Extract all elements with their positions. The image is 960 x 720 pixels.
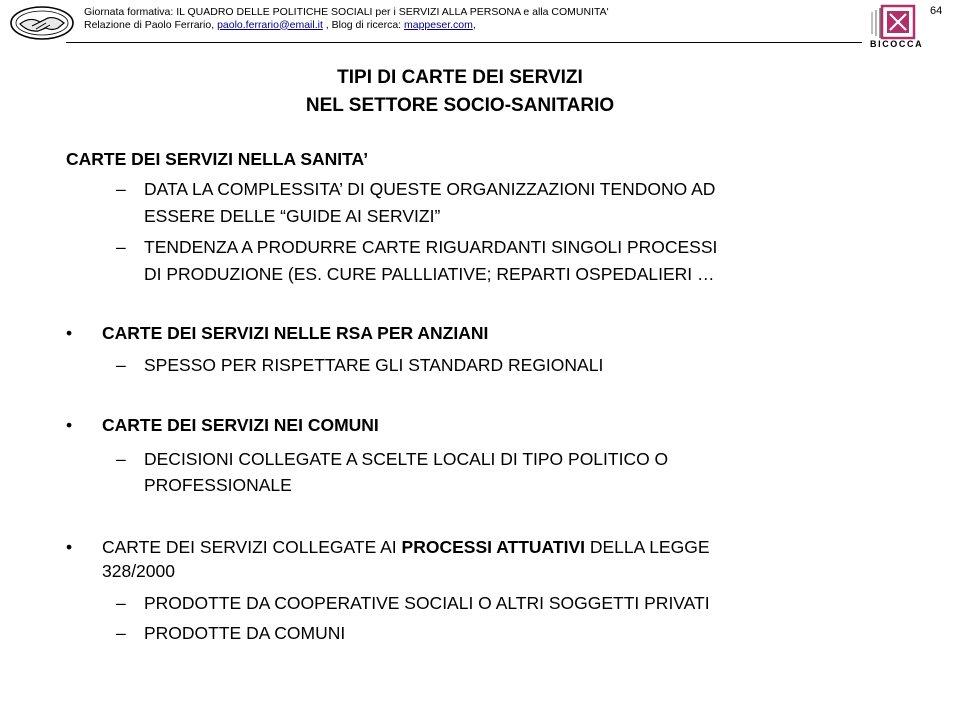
header-divider: [66, 42, 862, 43]
section-comuni-heading: CARTE DEI SERVIZI NEI COMUNI: [102, 415, 379, 435]
slide-title-line-1: TIPI DI CARTE DEI SERVIZI: [337, 67, 583, 88]
legge-heading-post: DELLA LEGGE: [584, 537, 710, 557]
dash-marker: –: [116, 237, 126, 257]
bullet-marker: •: [66, 323, 73, 343]
legge-item-2: PRODOTTE DA COMUNI: [144, 623, 346, 643]
section-rsa-heading: CARTE DEI SERVIZI NELLE RSA PER ANZIANI: [102, 323, 489, 343]
rsa-item-1: SPESSO PER RISPETTARE GLI STANDARD REGIONALI: [144, 355, 604, 375]
email-link[interactable]: paolo.ferrario@email.it: [217, 18, 323, 31]
university-name: BICOCCA: [870, 39, 924, 49]
sanita-item-2-line-2: DI PRODUZIONE (ES. CURE PALLLIATIVE; REPARTI OSPEDALIERI …: [144, 264, 715, 284]
sanita-item-2-line-1: TENDENZA A PRODURRE CARTE RIGUARDANTI SINGOLI PROCESSI: [144, 237, 718, 257]
section-legge-heading: [102, 534, 710, 560]
header-suffix: ,: [472, 18, 476, 31]
header-course-title: Giornata formativa: IL QUADRO DELLE POLITICHE SOCIALI per i SERVIZI ALLA PERSONA e alla COMUNITA': [84, 6, 609, 18]
handshake-logo-icon: [8, 4, 76, 42]
dash-marker: –: [116, 593, 126, 613]
header-author: Relazione di Paolo Ferrario,: [84, 18, 218, 31]
slide-title: [0, 64, 920, 120]
slide-title-line-2: NEL SETTORE SOCIO-SANITARIO: [305, 95, 615, 116]
page-number: 64: [930, 5, 943, 17]
comuni-item-1-line-1: DECISIONI COLLEGATE A SCELTE LOCALI DI TIPO POLITICO O: [144, 449, 669, 469]
dash-marker: –: [116, 623, 126, 643]
header-blog-label: , Blog di ricerca:: [322, 18, 404, 31]
bullet-marker: •: [66, 415, 73, 435]
dash-marker: –: [116, 355, 126, 375]
sanita-item-1-line-2: ESSERE DELLE “GUIDE AI SERVIZI”: [144, 206, 441, 226]
section-sanita-heading: CARTE DEI SERVIZI NELLA SANITA’: [66, 149, 369, 169]
bullet-marker: •: [66, 537, 73, 557]
blog-link[interactable]: mappeser.com: [404, 18, 473, 31]
legge-heading-line-2: 328/2000: [102, 561, 175, 581]
legge-heading-pre: CARTE DEI SERVIZI COLLEGATE AI: [102, 537, 402, 557]
sanita-item-1-line-1: DATA LA COMPLESSITA’ DI QUESTE ORGANIZZAZIONI TENDONO AD: [144, 179, 716, 199]
header-author-line: [84, 19, 609, 32]
legge-item-1: PRODOTTE DA COOPERATIVE SOCIALI O ALTRI SOGGETTI PRIVATI: [144, 593, 710, 613]
dash-marker: –: [116, 449, 126, 469]
comuni-item-1-line-2: PROFESSIONALE: [144, 475, 292, 495]
legge-heading-bold: PROCESSI ATTUATIVI: [401, 537, 585, 557]
dash-marker: –: [116, 179, 126, 199]
header-text: [84, 6, 609, 31]
